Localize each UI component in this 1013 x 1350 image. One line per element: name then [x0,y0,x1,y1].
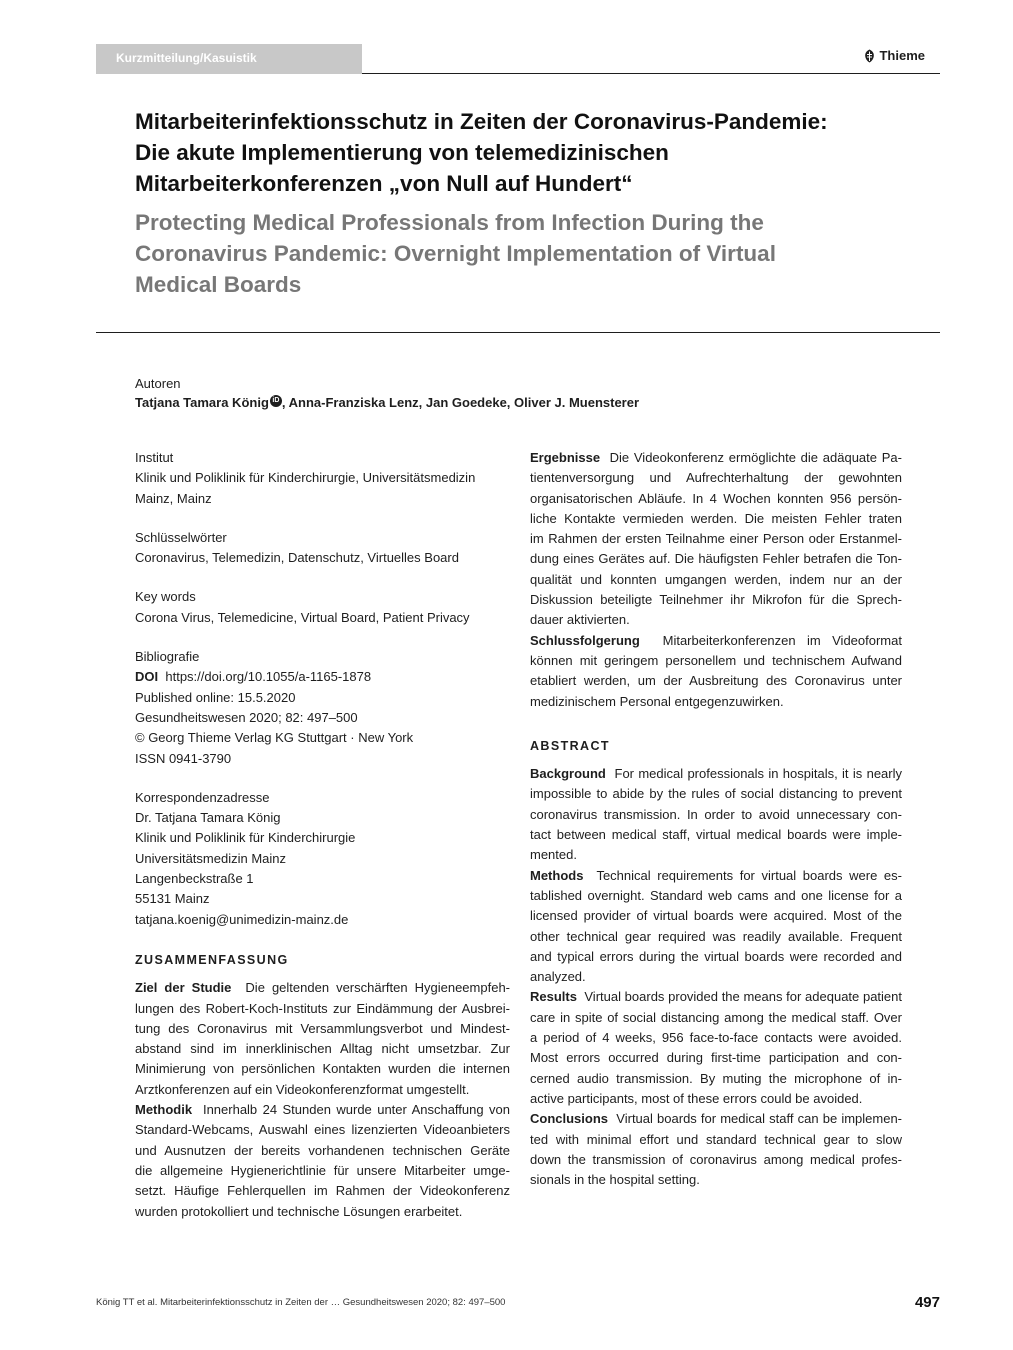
title-rule [96,332,940,333]
orcid-icon[interactable]: iD [270,395,282,407]
abstract-line: liche Kontakte vermieden werden. Die meisten Fehler traten [530,510,902,526]
abstract-line: wurden protokolliert und technische Lösungen erarbeitet. [135,1203,463,1219]
bibliografie-block [135,647,510,769]
journal-citation: Gesundheitswesen 2020; 82: 497–500 [135,709,358,725]
address-line: Dr. Tatjana Tamara König [135,810,281,826]
abstract-line: sionals in the hospital setting. [530,1172,700,1188]
issn-line: ISSN 0941-3790 [135,750,232,766]
keywords-label: Key words [135,589,196,605]
keywords-block [135,587,510,628]
title-en-line: Protecting Medical Professionals from Infection During the [135,210,764,235]
abstract-line: Minimierung von persönlichen Kontakten wurden die internen [135,1061,510,1077]
conclusions-label: Conclusions [530,1111,609,1127]
abstract-line: etabliert werden, um der Ausbreitung des Coronavirus unter [530,673,902,689]
institut-block [135,448,510,509]
doi-line [135,667,510,687]
ziel-label: Ziel der Studie [135,980,232,996]
abstract-line: im Rahmen der ersten Teilnahme einer Person oder Erstanmel- [530,531,902,547]
address-line: Universitätsmedizin Mainz [135,850,286,866]
abstract-line: coronavirus transmission. In order to avoid unnecessary con- [530,806,902,822]
title-de-line: Mitarbeiterkonferenzen „von Null auf Hundert“ [135,171,633,196]
abstract-line: qualität und konnten umgangen werden, indem nur an der [530,571,902,587]
abstract-text: Virtual boards for medical staff can be implemen- [616,1111,903,1127]
ergebnisse-label: Ergebnisse [530,450,601,465]
abstract-line: tact between medical staff, virtual medical boards were imple- [530,827,902,843]
abstract-line: Most errors occurred during first-time participation and con- [530,1050,902,1066]
author-rest: , Anna-Franziska Lenz, Jan Goedeke, Oliver J. Muensterer [281,395,640,410]
category-bar [96,44,362,74]
page-number: 497 [914,1294,940,1311]
doi-link[interactable]: https://doi.org/10.1055/a-1165-1878 [165,669,372,685]
results-label: Results [530,989,577,1005]
background-label: Background [530,766,606,782]
right-column [530,448,902,1190]
author-list [135,395,639,410]
abstract-line [530,448,902,468]
abstract-line: ted with minimal effort und standard technical gear to slow [530,1131,902,1147]
abstract-line: tientenversorgung und Aufrechterhaltung der gewohnten [530,470,902,486]
abstract-line: care in spite of social distancing among the medical staff. Over [530,1009,902,1025]
ergebnisse-text [530,448,902,712]
institut-line: Klinik und Poliklinik für Kinderchirurgie, Universitätsmedizin [135,470,476,486]
keywords-text: Corona Virus, Telemedicine, Virtual Board, Patient Privacy [135,609,470,625]
address-line: Klinik und Poliklinik für Kinderchirurgie [135,830,356,846]
abstract-line: Arztkonferenzen auf ein Videokonferenzformat umgestellt. [135,1081,470,1097]
publisher-name: Thieme [879,48,925,63]
title-english [135,207,915,300]
published-date: Published online: 15.5.2020 [135,689,296,705]
institut-label: Institut [135,450,174,465]
abstract-line: licensed provider of virtual boards were acquired. Most of the [530,908,902,924]
abstract-line: lungen des Robert-Koch-Instituts zur Eindämmung der Ausbrei- [135,1000,510,1016]
title-de-line: Die akute Implementierung von telemedizinischen [135,140,669,165]
abstract-line: abstand sind im innerklinischen Alltag nicht umsetzbar. Zur [135,1041,510,1057]
korrespondenz-label: Korrespondenzadresse [135,789,270,805]
abstract-text: Mitarbeiterkonferenzen im Videoformat [662,632,902,648]
copyright-line: © Georg Thieme Verlag KG Stuttgart · New York [135,730,414,746]
abstract-line: dung eines Gerätes auf. Die häufigsten Fehler betrafen die Ton- [530,551,902,567]
abstract-line: organisatorischen Abläufe. In 4 Wochen konnten 956 persön- [530,490,902,506]
zusammenfassung-heading: ZUSAMMENFASSUNG [135,952,289,967]
abstract-line: a period of 4 weeks, 956 face-to-face contacts were avoided. [530,1030,902,1046]
abstract-line: medizinischem Personal entgegenzuwirken. [530,693,784,709]
abstract-line: down the transmission of coronavirus among medical profes- [530,1151,902,1167]
abstract-line: dauer aktivierten. [530,612,630,628]
bibliografie-label: Bibliografie [135,649,200,665]
title-en-line: Coronavirus Pandemic: Overnight Implementation of Virtual [135,241,776,266]
abstract-line [135,978,510,998]
abstract-line [530,987,902,1007]
abstract-line: Standard-Webcams, Auswahl eines lizenzierten Videoanbieters [135,1122,510,1138]
abstract-line: cerned audio transmission. By muting the microphone of in- [530,1070,902,1086]
schluss-label: Schlussfolgerung [530,632,640,648]
address-line: Langenbeckstraße 1 [135,871,254,887]
abstract-text: Technical requirements for virtual boards were es- [596,867,902,883]
abstract-line: Diskussion beteiligte Teilnehmer ihr Mikrofon für die Sprech- [530,592,902,608]
abstract-line: die allgemeine Hygienerichtlinie für unsere Mitarbeiter umge- [135,1162,510,1178]
abstract-line: tablished overnight. Standard web cams and one license for a [530,887,902,903]
schluesselwoerter-text: Coronavirus, Telemedizin, Datenschutz, Virtuelles Board [135,550,459,566]
abstract-heading: ABSTRACT [530,738,610,753]
abstract-line: tung des Coronavirus mit Versammlungsverbot und Mindest- [135,1020,510,1036]
korrespondenz-block [135,788,510,930]
abstract-line [530,866,902,886]
abstract-line [135,1100,510,1120]
abstract-line: können mit geringem personellem und technischem Aufwand [530,652,902,668]
authors-label: Autoren [135,376,181,391]
institut-line: Mainz, Mainz [135,490,212,506]
abstract-line: mented. [530,847,577,863]
author-first: Tatjana Tamara König [135,395,269,410]
abstract-line: and typical errors during the virtual boards were recorded and [530,948,902,964]
abstract-text: Virtual boards provided the means for adequate patient [584,989,902,1005]
abstract-text: Die geltenden verschärften Hygieneempfeh- [245,980,510,996]
methods-label: Methods [530,867,584,883]
abstract-line: impossible to abide by the rules of social distancing to prevent [530,786,902,802]
footer-citation: König TT et al. Mitarbeiterinfektionsschutz in Zeiten der … Gesundheitswesen 2020; 82: 497–500 [96,1297,506,1308]
category-label: Kurzmitteilung/Kasuistik [116,51,257,65]
abstract-line: other technical gear required was readily available. Frequent [530,928,902,944]
title-german [135,106,935,199]
abstract-text: Innerhalb 24 Stunden wurde unter Anschaffung von [202,1102,511,1118]
title-en-line: Medical Boards [135,272,302,297]
title-de-line: Mitarbeiterinfektionsschutz in Zeiten der Coronavirus-Pandemie: [135,109,828,134]
email-link[interactable]: tatjana.koenig@unimedizin-mainz.de [135,911,349,927]
left-column [135,448,510,1222]
zusammenfassung-text [135,978,510,1222]
header-rule [362,73,940,74]
abstract-line [530,1109,902,1129]
abstract-line: analyzed. [530,969,586,985]
address-line: 55131 Mainz [135,891,210,907]
methodik-label: Methodik [135,1102,193,1118]
abstract-line: active participants, most of these errors could be avoided. [530,1090,863,1106]
abstract-text: For medical professionals in hospitals, it is nearly [614,766,902,782]
abstract-english-text [530,764,902,1190]
abstract-line [530,764,902,784]
thieme-logo-icon [864,49,875,63]
abstract-line: setzt. Häufige Fehlerquellen im Rahmen der Videokonferenz [135,1183,510,1199]
abstract-line: und Ausnutzen der bereits vorhandenen technischen Geräte [135,1142,510,1158]
doi-label: DOI [135,669,159,685]
schluesselwoerter-label: Schlüsselwörter [135,529,227,545]
abstract-line [530,631,902,651]
publisher-brand [864,48,925,63]
abstract-text: Die Videokonferenz ermöglichte die adäquate Pa- [609,450,902,465]
schluesselwoerter-block [135,528,510,569]
